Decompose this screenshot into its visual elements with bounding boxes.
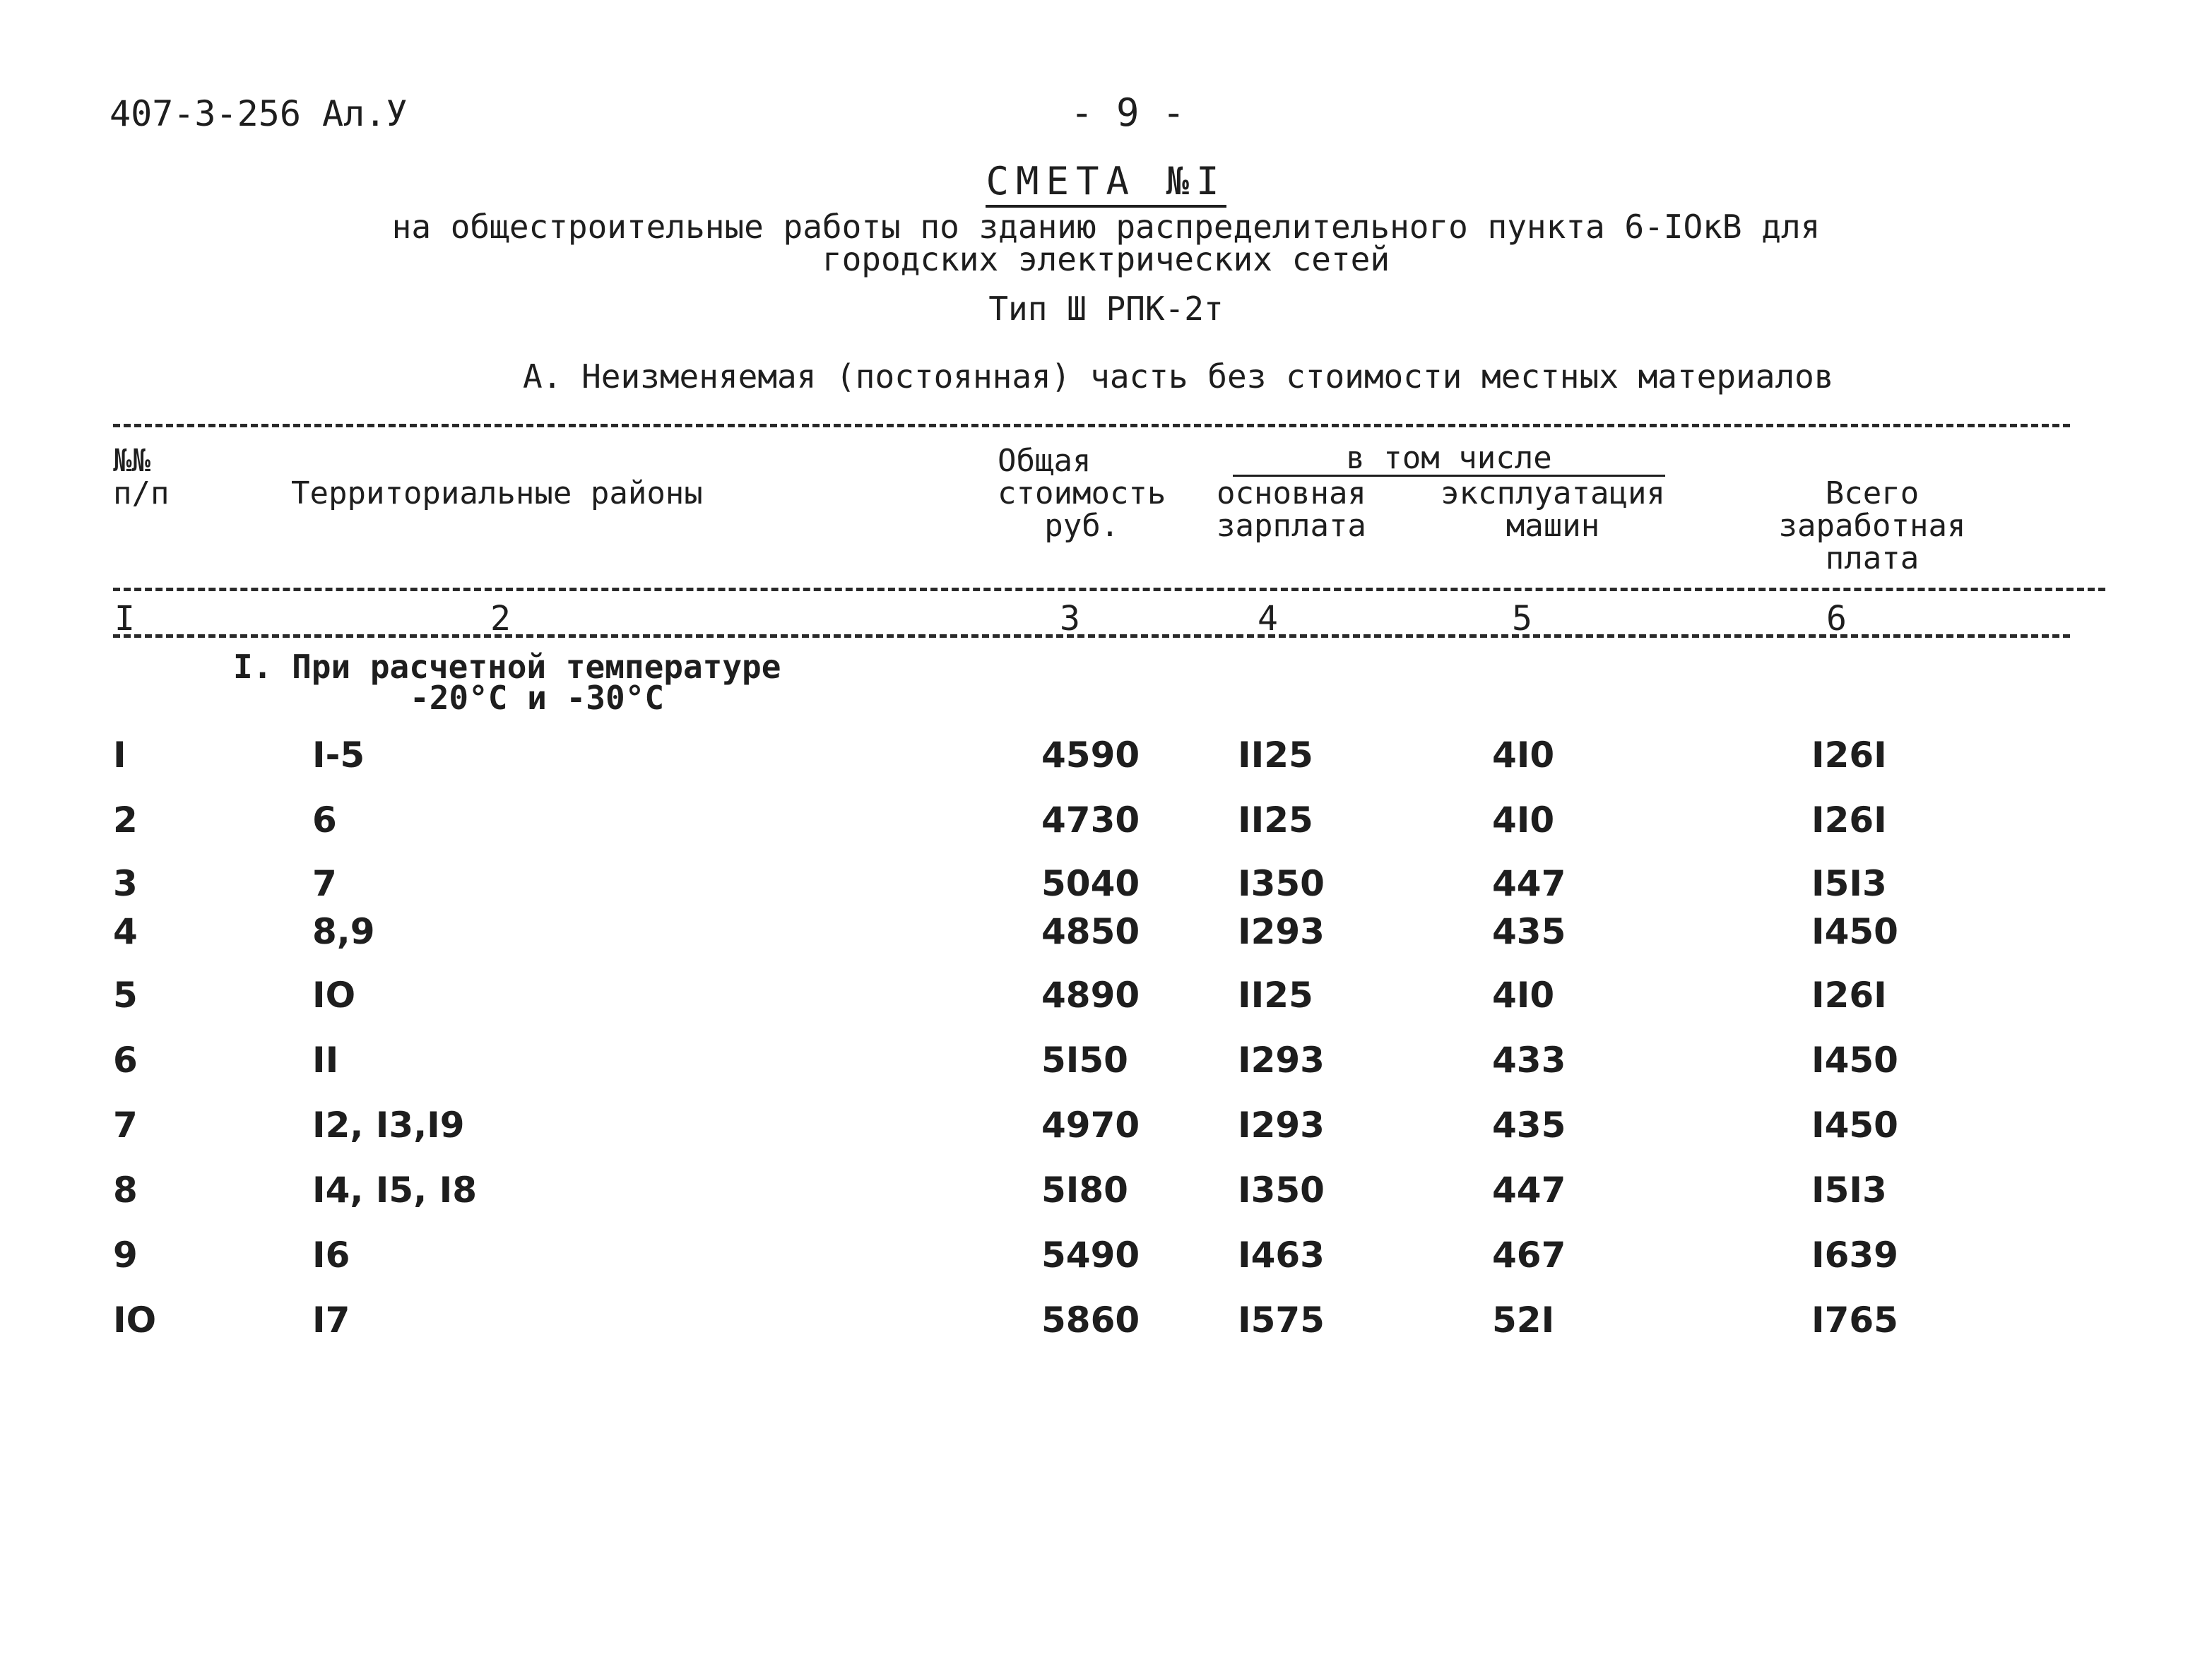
row-total-cost: 5490	[1041, 1235, 1140, 1276]
row-district: 6	[312, 800, 337, 841]
section-heading	[233, 648, 781, 717]
row-total-wage: I450	[1811, 911, 1898, 952]
row-base-salary: I350	[1238, 1170, 1325, 1211]
row-total-cost: 4890	[1041, 975, 1140, 1016]
col-header-base-salary	[1217, 477, 1366, 542]
row-total-wage: I26I	[1811, 800, 1887, 841]
section-heading-line-1: I. При расчетной температуре	[233, 648, 781, 686]
column-number-5: 5	[1512, 599, 1532, 639]
column-number-4: 4	[1258, 599, 1278, 639]
document-subtitle	[0, 208, 2212, 278]
row-district: IO	[312, 975, 356, 1016]
row-total-wage: I450	[1811, 1040, 1898, 1081]
col-header-salary-line-1: основная	[1217, 475, 1366, 511]
col-header-district: Территориальные районы	[291, 475, 703, 511]
row-base-salary: II25	[1238, 800, 1313, 841]
row-district: II	[312, 1040, 339, 1081]
title-text: СМЕТА №I	[986, 159, 1226, 208]
row-machines: 447	[1492, 863, 1566, 904]
row-district: 7	[312, 863, 337, 904]
row-number: 7	[113, 1105, 138, 1146]
col-header-machines-line-2: машин	[1506, 508, 1600, 544]
subtitle-line-1: на общестроительные работы по зданию распределительного пункта 6-IOкВ для	[391, 208, 1821, 246]
col-header-total-line-1: Общая	[998, 443, 1092, 479]
row-base-salary: I293	[1238, 1040, 1325, 1081]
table-top-rule	[113, 424, 2070, 427]
row-number: 2	[113, 800, 138, 841]
row-base-salary: I293	[1238, 1105, 1325, 1146]
subtitle-line-2: городских электрических сетей	[822, 240, 1390, 278]
row-base-salary: I293	[1238, 911, 1325, 952]
col-header-total-line-3: руб.	[1044, 508, 1120, 544]
row-total-cost: 4590	[1041, 735, 1140, 776]
col-header-total-line-2: стоимость	[998, 475, 1166, 511]
row-base-salary: II25	[1238, 975, 1313, 1016]
column-number-3: 3	[1060, 599, 1080, 639]
row-number: 6	[113, 1040, 138, 1081]
section-heading-line-2: -20°С и -30°С	[410, 679, 665, 717]
row-total-wage: I639	[1811, 1235, 1898, 1276]
row-number: 3	[113, 863, 138, 904]
part-heading: А. Неизменяемая (постоянная) часть без стоимости местных материалов	[523, 357, 1834, 396]
row-base-salary: I350	[1238, 863, 1325, 904]
document-title	[0, 159, 2212, 203]
col-header-wage-line-2: заработная	[1778, 508, 1966, 544]
col-header-number	[113, 445, 169, 510]
row-total-cost: 5I50	[1041, 1040, 1128, 1081]
row-base-salary: I575	[1238, 1300, 1325, 1341]
row-machines: 433	[1492, 1040, 1566, 1081]
header-bottom-rule	[113, 588, 2105, 591]
row-machines: 52I	[1492, 1300, 1555, 1341]
col-header-total-wage	[1752, 477, 1992, 575]
row-machines: 447	[1492, 1170, 1566, 1211]
row-district: I7	[312, 1300, 350, 1341]
row-total-cost: 5860	[1041, 1300, 1140, 1341]
page-number: - 9 -	[1070, 90, 1185, 135]
document-code: 407-3-256 Ал.У	[110, 93, 408, 134]
col-header-wage-line-1: Всего	[1825, 475, 1920, 511]
row-district: I-5	[312, 735, 365, 776]
building-type: Тип Ш РПК-2т	[988, 290, 1224, 328]
row-machines: 4I0	[1492, 975, 1555, 1016]
col-header-number-line-1: №№	[113, 443, 150, 479]
row-district: I4, I5, I8	[312, 1170, 477, 1211]
column-numbers-rule	[113, 634, 2070, 638]
row-district: 8,9	[312, 911, 375, 952]
row-total-cost: 5I80	[1041, 1170, 1128, 1211]
row-total-wage: I26I	[1811, 975, 1887, 1016]
row-total-wage: I26I	[1811, 735, 1887, 776]
row-number: IO	[113, 1300, 157, 1341]
row-district: I2, I3,I9	[312, 1105, 465, 1146]
row-number: I	[113, 735, 126, 776]
row-total-cost: 4850	[1041, 911, 1140, 952]
col-header-wage-line-3: плата	[1825, 540, 1920, 576]
row-machines: 435	[1492, 911, 1566, 952]
row-total-wage: I450	[1811, 1105, 1898, 1146]
row-machines: 435	[1492, 1105, 1566, 1146]
row-total-wage: I5I3	[1811, 863, 1887, 904]
row-total-wage: I765	[1811, 1300, 1898, 1341]
row-base-salary: I463	[1238, 1235, 1325, 1276]
column-number-2: 2	[490, 599, 511, 639]
row-machines: 467	[1492, 1235, 1566, 1276]
row-total-cost: 5040	[1041, 863, 1140, 904]
row-district: I6	[312, 1235, 350, 1276]
col-header-group: в том числе	[1233, 442, 1665, 477]
col-header-salary-line-2: зарплата	[1217, 508, 1366, 544]
row-number: 4	[113, 911, 138, 952]
col-header-number-line-2: п/п	[113, 475, 170, 511]
column-number-6: 6	[1826, 599, 1847, 639]
row-base-salary: II25	[1238, 735, 1313, 776]
row-number: 5	[113, 975, 138, 1016]
col-header-machines	[1433, 477, 1673, 542]
row-total-wage: I5I3	[1811, 1170, 1887, 1211]
col-header-machines-line-1: эксплуатация	[1441, 475, 1665, 511]
row-total-cost: 4970	[1041, 1105, 1140, 1146]
row-total-cost: 4730	[1041, 800, 1140, 841]
col-header-total-cost	[998, 445, 1166, 542]
row-number: 8	[113, 1170, 138, 1211]
row-number: 9	[113, 1235, 138, 1276]
row-machines: 4I0	[1492, 800, 1555, 841]
column-number-1: I	[114, 599, 135, 639]
row-machines: 4I0	[1492, 735, 1555, 776]
